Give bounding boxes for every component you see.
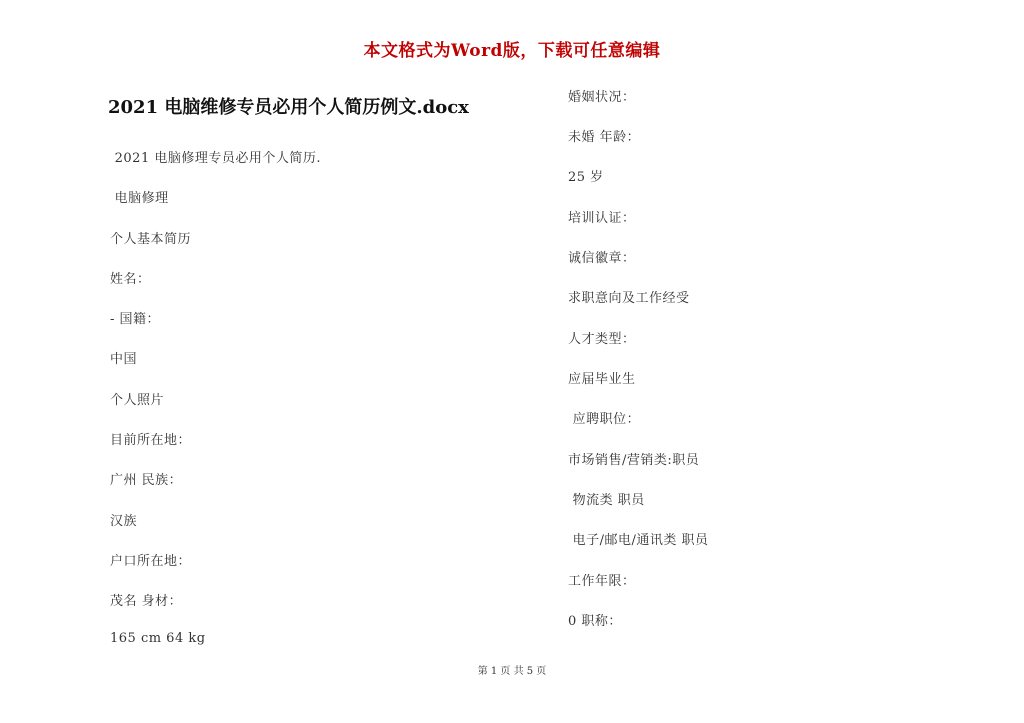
right-line-marital: 婚姻状况： xyxy=(568,90,636,105)
left-line-intro: 2021 电脑修理专员必用个人简历. xyxy=(110,151,321,166)
right-line-25: 25 岁 xyxy=(568,170,604,185)
right-line-electronics: 电子/邮电/通讯类 职员 xyxy=(568,533,709,548)
document-title: 2021 电脑维修专员必用个人简历例文.docx xyxy=(108,97,469,118)
right-line-job-intent: 求职意向及工作经受 xyxy=(568,291,690,306)
left-line-name: 姓名： xyxy=(110,272,151,287)
right-line-logistics: 物流类 职员 xyxy=(568,493,645,508)
right-line-age: 未婚 年龄： xyxy=(568,130,641,145)
right-line-years: 工作年限： xyxy=(568,574,636,589)
right-line-talent-type: 人才类型： xyxy=(568,332,636,347)
left-line-nationality: - 国籍： xyxy=(110,312,161,327)
page-footer: 第 1 页 共 5 页 xyxy=(477,666,547,677)
right-line-graduate: 应届毕业生 xyxy=(568,372,636,387)
left-line-han: 汉族 xyxy=(110,514,138,529)
left-line-location: 目前所在地： xyxy=(110,433,192,448)
right-line-integrity: 诚信徽章： xyxy=(568,251,636,266)
right-line-training: 培训认证： xyxy=(568,211,636,226)
left-line-basic-resume: 个人基本简历 xyxy=(110,232,192,247)
left-line-guangzhou: 广州 民族： xyxy=(110,473,183,488)
download-banner: 本文格式为Word版，下载可任意编辑 xyxy=(363,41,661,61)
left-line-china: 中国 xyxy=(110,352,138,367)
left-line-repair: 电脑修理 xyxy=(110,191,169,206)
left-line-height-weight: 165 cm 64 kg xyxy=(110,631,206,646)
right-line-position: 应聘职位： xyxy=(568,412,641,427)
left-line-maoming: 茂名 身材： xyxy=(110,594,183,609)
left-line-photo: 个人照片 xyxy=(110,393,165,408)
right-line-sales: 市场销售/营销类:职员 xyxy=(568,453,700,468)
right-line-title: 0 职称： xyxy=(568,614,622,629)
left-line-hukou: 户口所在地： xyxy=(110,554,192,569)
